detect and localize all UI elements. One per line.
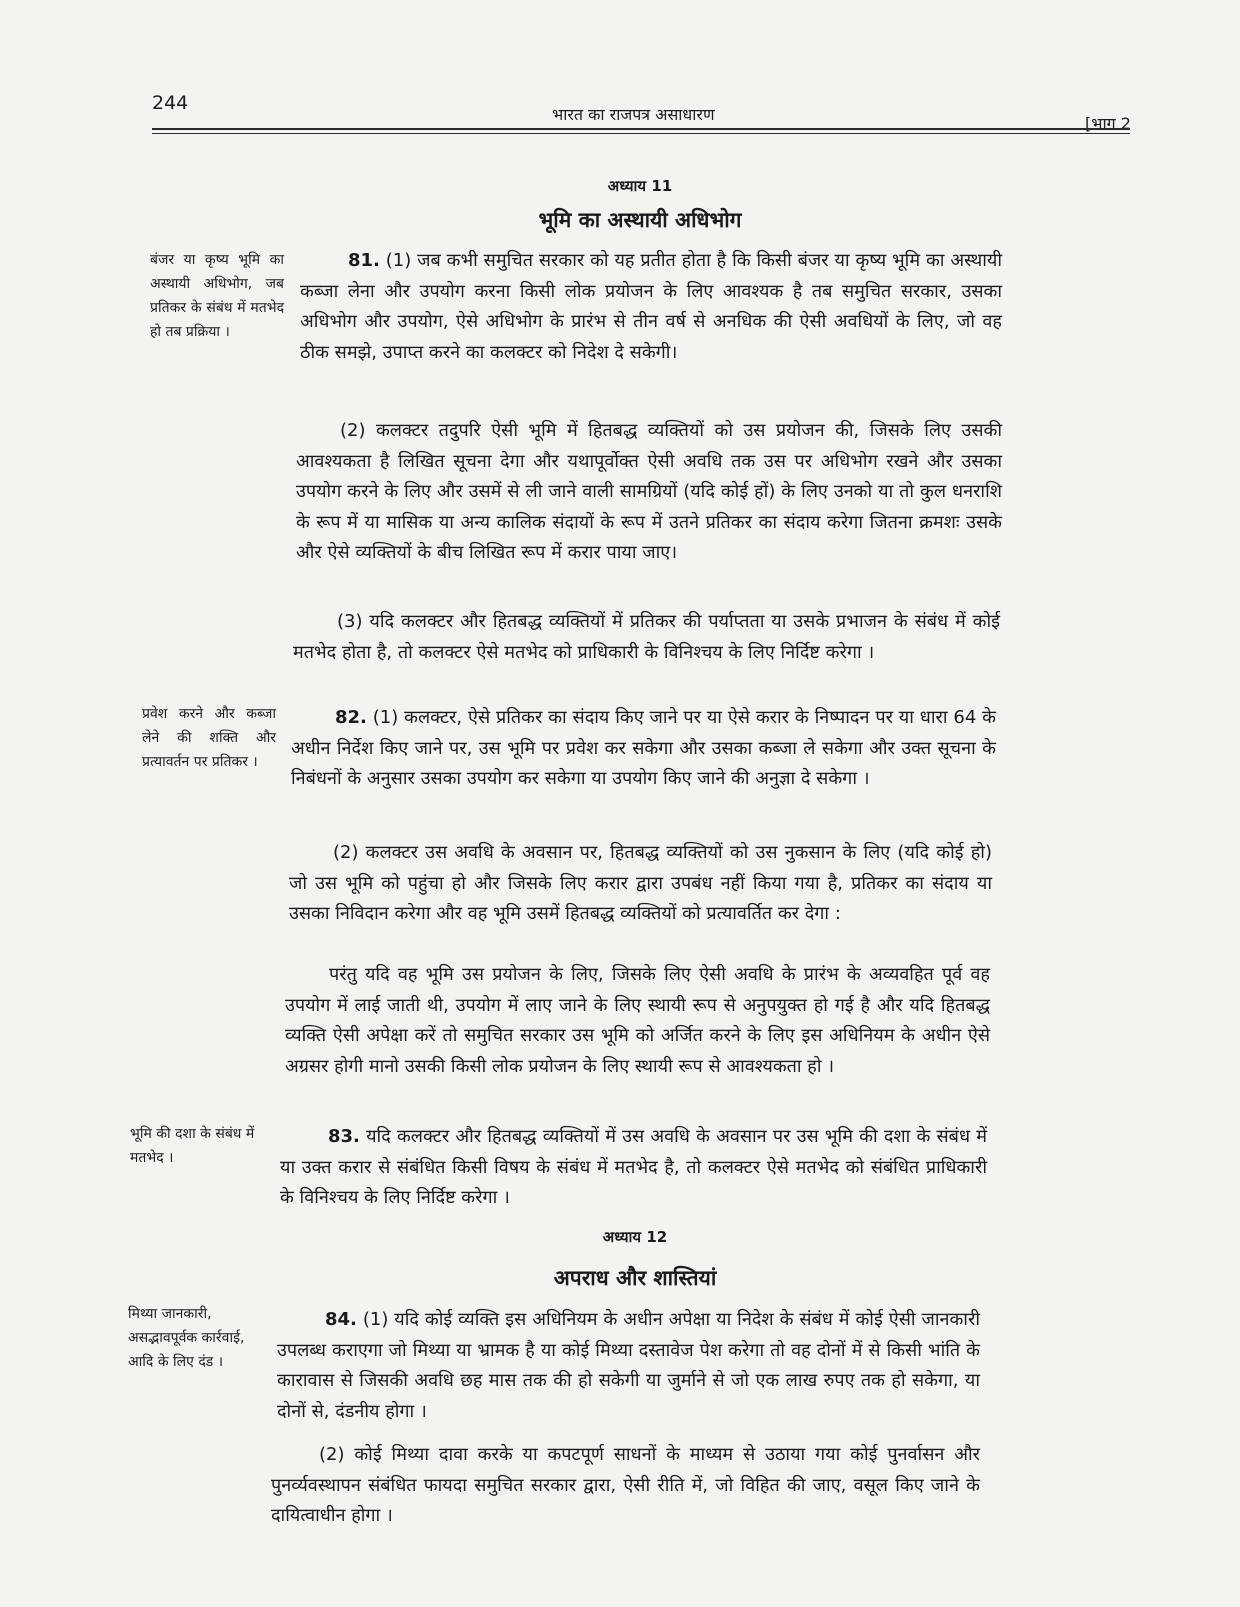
section-81-margin-note: बंजर या कृष्य भूमि का अस्थायी अधिभोग, जब प्रतिकर के संबंध में मतभेद हो तब प्रक्रिया । [150,252,284,340]
section-81-para-2: (2) कलक्टर तदुपरि ऐसी भूमि में हितबद्ध व्यक्तियों को उस प्रयोजन की, जिसके लिए उसकी आवश्यकता है लिखित सूचना देगा और यथापूर्वोक्त ऐसी अवधि तक उस पर अधिभोग रखने और उसका उपयोग करने के लिए और उसमें से ली जाने वाली सामग्रियों (यदि कोई हों) के लिए उनको या तो कुल धनराशि के रूप में या मासिक या अन्य कालिक संदायों के रूप में उतने प्रतिकर का संदाय करेगा जितना क्रमशः उसके और ऐसे व्यक्तियों के बीच लिखित रूप में करार पाया जाए। [296,420,1002,563]
section-81-para-1 [300,246,1002,368]
section-84-para-1 [277,1305,980,1427]
section-83-text: यदि कलक्टर और हितबद्ध व्यक्तियों में उस अवधि के अवसान पर उस भूमि की दशा के संबंध में या उक्त करार से संबंधित किसी विषय के संबंध में मतभेद है, तो कलक्टर ऐसे मतभेद को संबंधित प्राधिकारी के विनिश्चय के लिए निर्दिष्ट करेगा । [280,1126,987,1208]
chapter-11-label: अध्याय 11 [607,177,673,195]
header-rule-thin [152,133,1130,134]
section-82-text-1: (1) कलक्टर, ऐसे प्रतिकर का संदाय किए जाने पर या ऐसे करार के निष्पादन पर या धारा 64 के अधीन निर्देश किए जाने पर, उस भूमि पर प्रवेश कर सकेगा और उसका कब्जा ले सकेगा और उक्त सूचना के निबंधनों के अनुसार उसका उपयोग कर सकेगा या उपयोग किए जाने की अनुज्ञा दे सकेगा । [291,707,996,789]
section-84-para-2: (2) कोई मिथ्या दावा करके या कपटपूर्ण साधनों के माध्यम से उठाया गया कोई पुनर्वासन और पुनर्व्यवस्थापन संबंधित फायदा समुचित सरकार द्वारा, ऐसी रीति में, जो विहित की जाए, वसूल किए जाने के दायित्वाधीन होगा । [271,1444,980,1526]
section-83-para [280,1122,987,1214]
section-82-para-1 [291,703,996,795]
section-82-proviso: परंतु यदि वह भूमि उस प्रयोजन के लिए, जिसके लिए ऐसी अवधि के प्रारंभ के अव्यवहित पूर्व वह उपयोग में लाई जाती थी, उपयोग में लाए जाने के लिए स्थायी रूप से अनुपयुक्त हो गई है और यदि हितबद्ध व्यक्ति ऐसी अपेक्षा करें तो समुचित सरकार उस भूमि को अर्जित करने के लिए इस अधिनियम के अधीन ऐसे अग्रसर होगी मानो उसकी किसी लोक प्रयोजन के लिए स्थायी रूप से आवश्यकता हो । [285,964,990,1077]
chapter-11-title: भूमि का अस्थायी अधिभोग [538,208,742,232]
section-83-margin-note: भूमि की दशा के संबंध में मतभेद । [130,1126,255,1166]
section-84-number: 84. [325,1309,357,1330]
part-label: [भाग 2 [1085,114,1131,133]
section-83-number: 83. [328,1126,360,1147]
publication-title: भारत का राजपत्र असाधारण [552,105,715,124]
section-82-margin-note: प्रवेश करने और कब्जा लेने की शक्ति और प्रत्यावर्तन पर प्रतिकर । [142,706,276,770]
section-84-text-1: (1) यदि कोई व्यक्ति इस अधिनियम के अधीन अपेक्षा या निदेश के संबंध में कोई ऐसी जानकारी उपलब्ध कराएगा जो मिथ्या या भ्रामक है या कोई मिथ्या दस्तावेज पेश करेगा तो वह दोनों में से किसी भांति के कारावास से जिसकी अवधि छह मास तक की हो सकेगी या जुर्माने से जो एक लाख रुपए तक हो सकेगा, या दोनों से, दंडनीय होगा । [277,1309,980,1422]
section-81-text-1: (1) जब कभी समुचित सरकार को यह प्रतीत होता है कि किसी बंजर या कृष्य भूमि का अस्थायी कब्जा लेना और उपयोग करना किसी लोक प्रयोजन के लिए आवश्यक है तब समुचित सरकार, उसका अधिभोग और उपयोग, ऐसे अधिभोग के प्रारंभ से तीन वर्ष से अनधिक की ऐसी अवधियों के लिए, जो वह ठीक समझे, उपाप्त करने का कलक्टर को निदेश दे सकेगी। [300,250,1002,363]
header-rule-thick [152,128,1130,130]
section-84-margin-note: मिथ्या जानकारी, असद्भावपूर्वक कार्रवाई, आदि के लिए दंड । [128,1306,245,1370]
section-81-para-3: (3) यदि कलक्टर और हितबद्ध व्यक्तियों में प्रतिकर की पर्याप्तता या उसके प्रभाजन के संबंध में कोई मतभेद होता है, तो कलक्टर ऐसे मतभेद को प्राधिकारी के विनिश्चय के लिए निर्दिष्ट करेगा । [293,611,1000,663]
section-81-number: 81. [348,250,380,271]
page-number: 244 [152,92,189,114]
section-82-para-2: (2) कलक्टर उस अवधि के अवसान पर, हितबद्ध व्यक्तियों को उस नुकसान के लिए (यदि कोई हो) जो उस भूमि को पहुंचा हो और जिसके लिए करार द्वारा उपबंध नहीं किया गया है, प्रतिकर का संदाय या उसका निविदान करेगा और वह भूमि उसमें हितबद्ध व्यक्तियों को प्रत्यावर्तित कर देगा : [289,842,992,924]
chapter-12-title: अपराध और शास्तियां [553,1266,717,1290]
chapter-12-label: अध्याय 12 [602,1228,668,1246]
section-82-number: 82. [335,707,367,728]
